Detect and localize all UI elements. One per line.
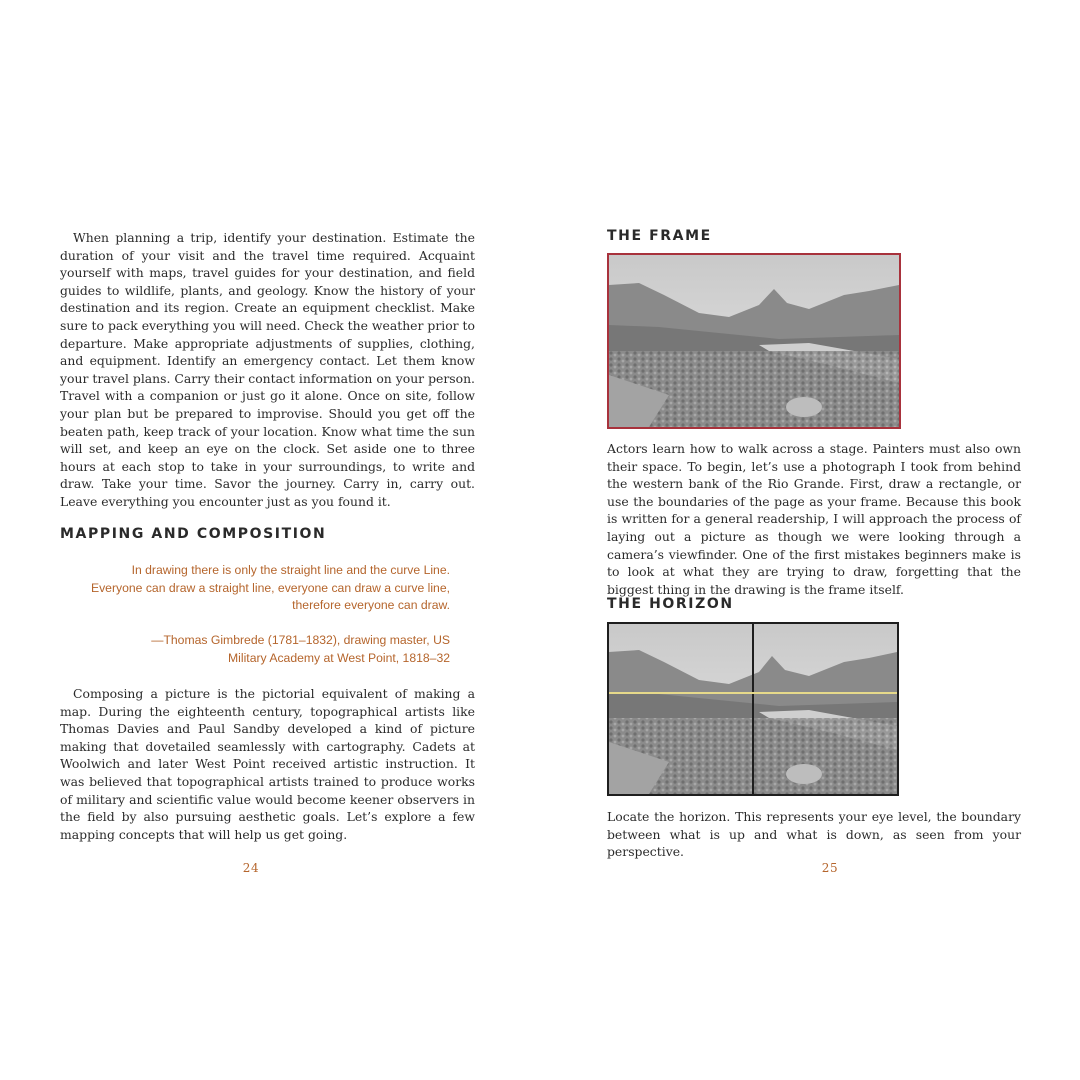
page-number-left: 24 bbox=[242, 861, 260, 875]
paragraph-composing: Composing a picture is the pictorial equivalent of making a map. During the eighteenth century, topographical artists like Thomas Davies and Paul Sandby developed a kind of picture making that dovetailed seamlessly with cartography. Cadets at Woolwich and later West Point received artistic instruction. It was believed that topographical artists trained to produce works of military and scientific value would become keener observers in the field by also pursuing aesthetic goals. Let’s explore a few mapping concepts that will help us get going. bbox=[60, 686, 475, 842]
right-page bbox=[540, 0, 1080, 1080]
landscape-photo-graphic bbox=[609, 255, 899, 427]
page-number-right: 25 bbox=[821, 861, 839, 875]
epigraph-attribution: —Thomas Gimbrede (1781–1832), drawing master, US Military Academy at West Point, 1818–32 bbox=[151, 633, 450, 665]
horizon-photograph bbox=[607, 622, 899, 796]
horizon-line bbox=[609, 692, 897, 694]
paragraph-trip-planning: When planning a trip, identify your destination. Estimate the duration of your visit and the travel time required. Acquaint yourself with maps, travel guides for your destination, and field guides to wildlife, plants, and geology. Know the history of your destination and its region. Create an equipment checklist. Make sure to pack everything you will need. Check the weather prior to departure. Make appropriate adjustments of supplies, clothing, and equipment. Identify an emergency contact. Let them know your travel plans. Carry their contact information on your person. Travel with a companion or just go it alone. Once on site, follow your plan but be prepared to improvise. Should you get off the beaten path, keep track of your location. Know what time the sun will set, and keep an eye on the clock. Set aside one to three hours at each stop to take in your surroundings, to write and draw. Take your time. Savor the journey. Carry in, carry out. Leave everything you encounter just as you found it. bbox=[60, 230, 475, 509]
heading-mapping-and-composition: MAPPING AND COMPOSITION bbox=[60, 526, 327, 542]
vertical-center-line bbox=[752, 624, 754, 794]
heading-the-horizon: THE HORIZON bbox=[607, 596, 734, 612]
paragraph-the-frame: Actors learn how to walk across a stage. Painters must also own their space. To begin, let’s use a photograph I took from behind the western bank of the Rio Grande. First, draw a rectangle, or use the boundaries of the page as your frame. Because this book is written for a general readership, I will approach the process of laying out a picture as though we were looking through a camera’s viewfinder. One of the first mistakes beginners make is to look at what they are trying to draw, forgetting that the biggest thing in the drawing is the frame itself. bbox=[607, 441, 1021, 597]
paragraph-the-horizon: Locate the horizon. This represents your eye level, the boundary between what is up and what is down, as seen from your perspective. bbox=[607, 809, 1021, 860]
epigraph-quote: In drawing there is only the straight line and the curve Line. Everyone can draw a straight line, everyone can draw a curve line, therefore everyone can draw. bbox=[90, 563, 450, 612]
heading-the-frame: THE FRAME bbox=[607, 228, 712, 244]
frame-photograph bbox=[607, 253, 901, 429]
